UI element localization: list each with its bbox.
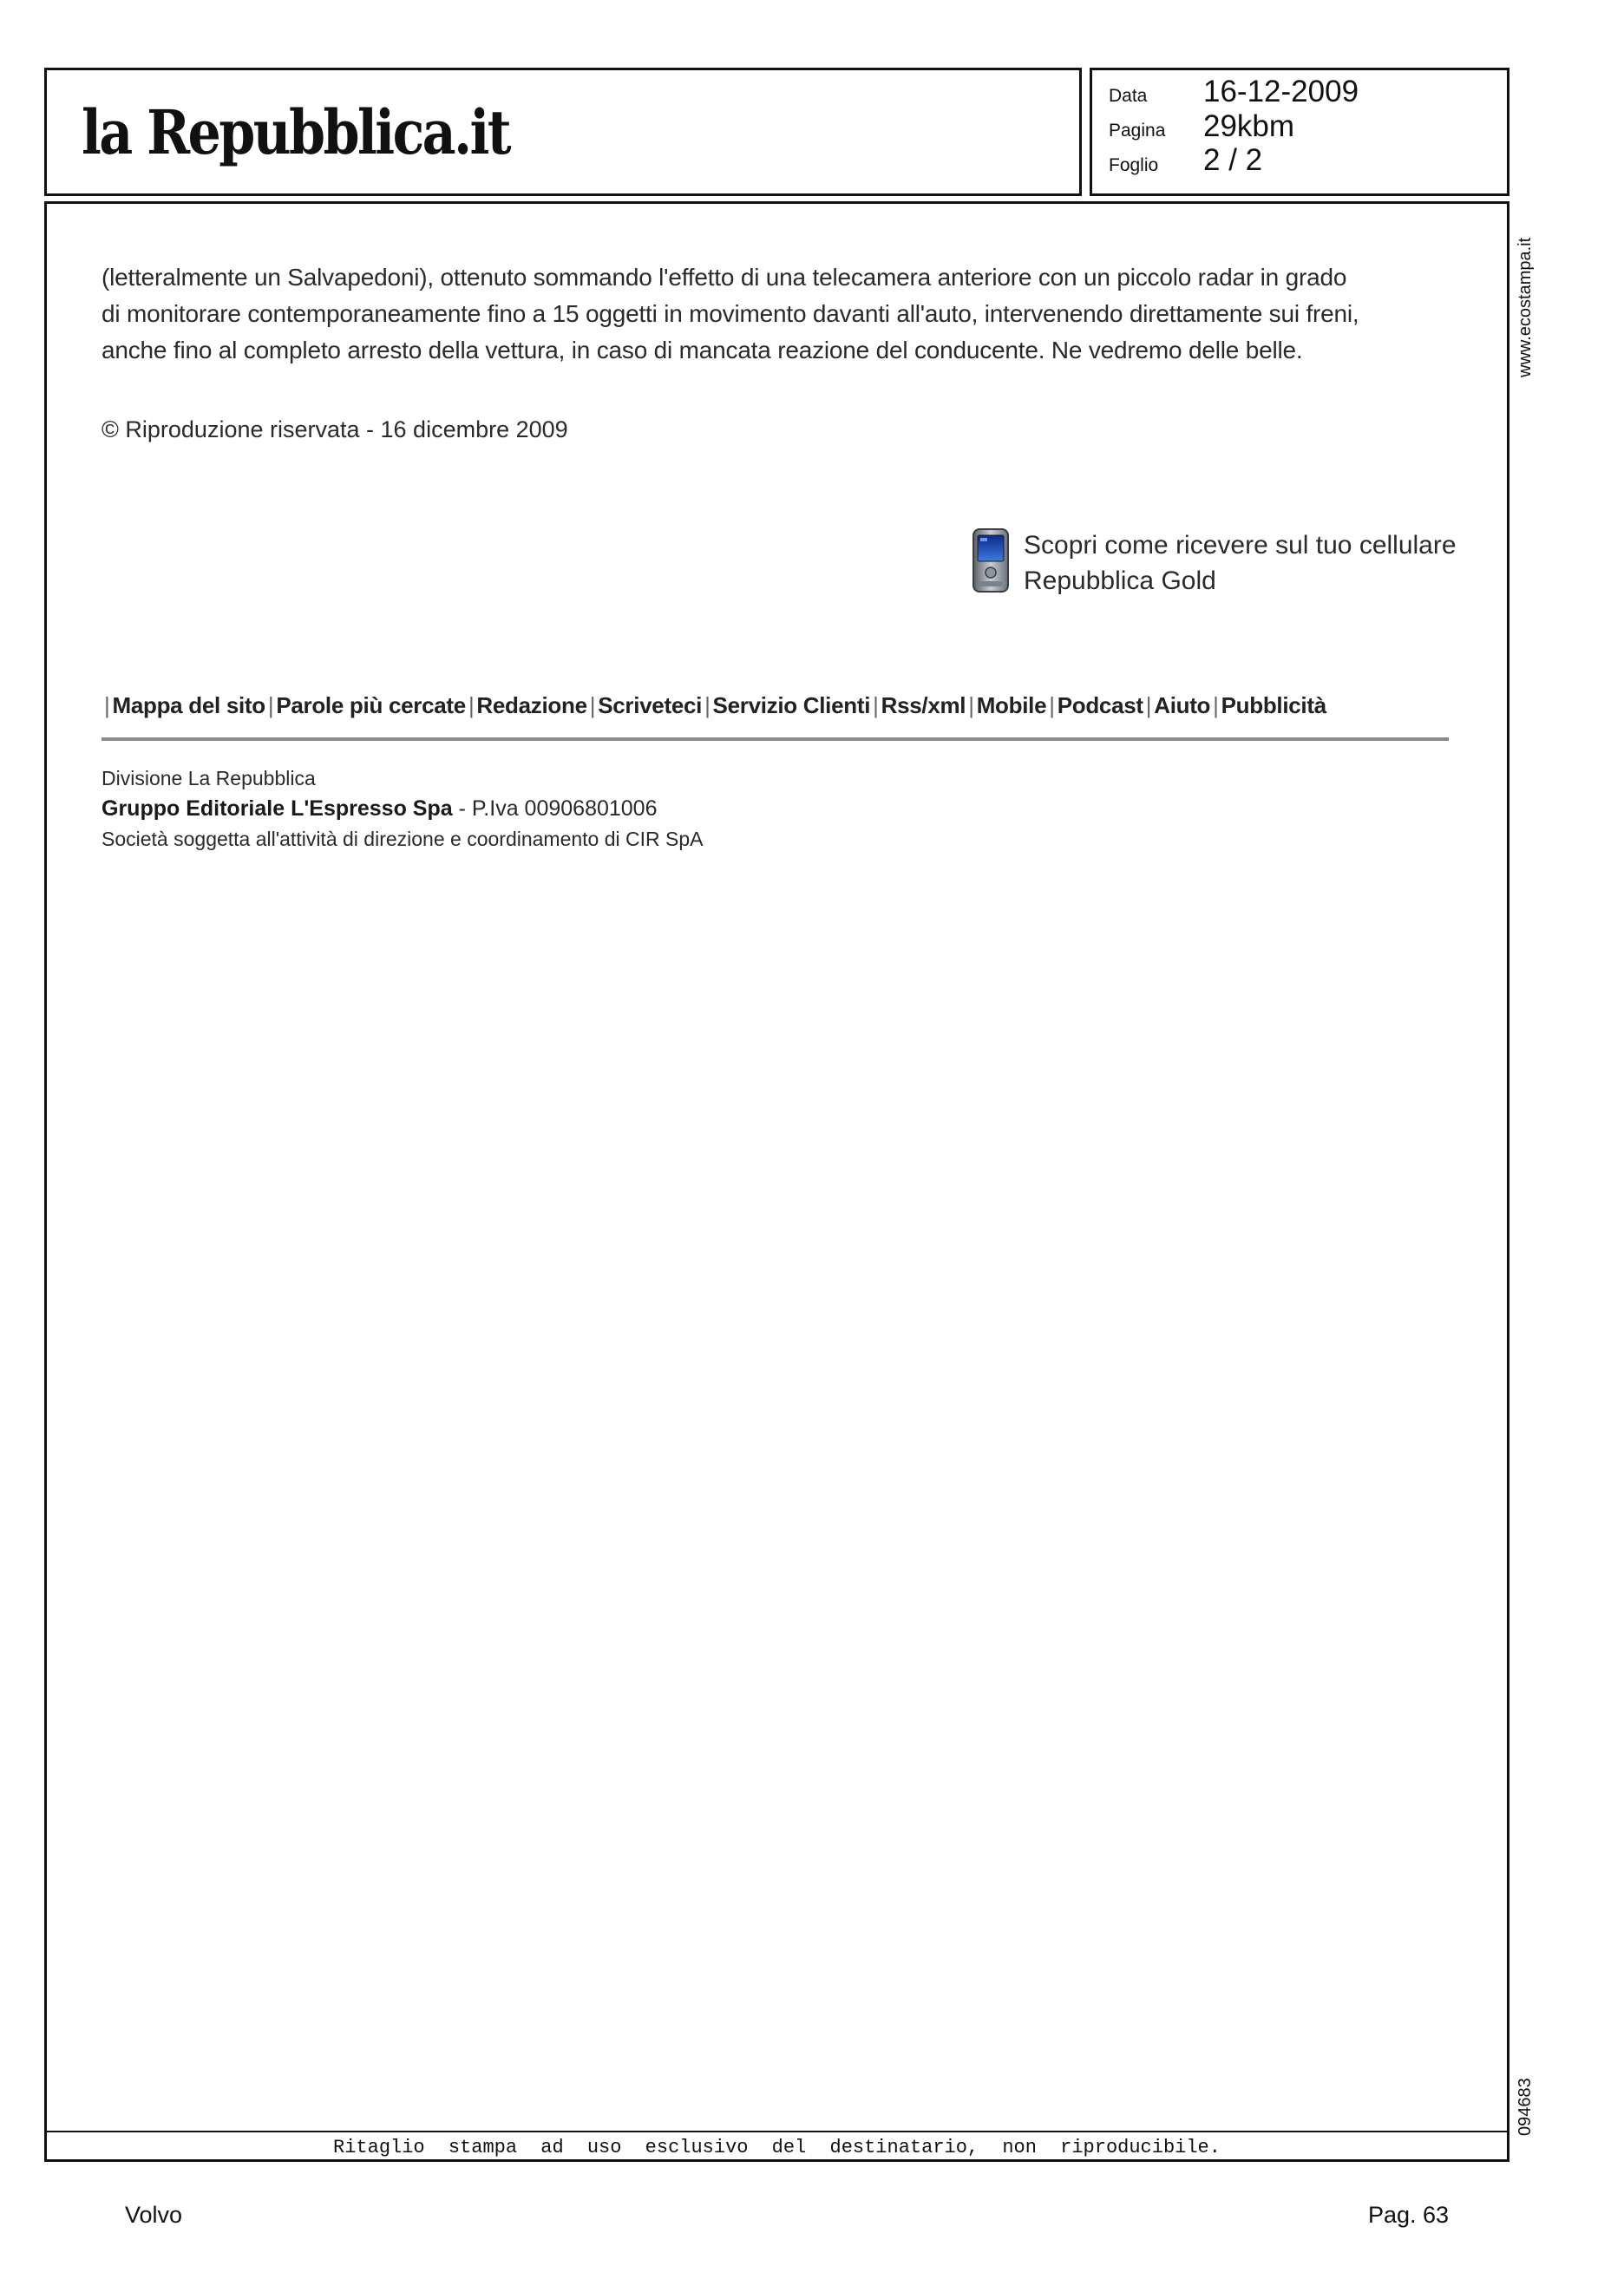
nav-link-pubblicita[interactable]: Pubblicità (1221, 692, 1326, 718)
repubblica-logo: la Repubblica.it (82, 96, 509, 168)
nav-link-scriveteci[interactable]: Scriveteci (598, 692, 703, 718)
nav-separator: | (1145, 692, 1152, 718)
article-line: di monitorare contemporaneamente fino a 15 oggetti in movimento davanti all'auto, intervenendo direttamente sui freni, (102, 300, 1359, 327)
clipping-metadata (1090, 68, 1509, 196)
nav-separator: | (968, 692, 974, 718)
publisher-info (102, 796, 658, 822)
pagina-label: Pagina (1109, 121, 1166, 141)
nav-link-mobile[interactable]: Mobile (976, 692, 1047, 718)
copyright-notice: © Riproduzione riservata - 16 dicembre 2009 (102, 416, 568, 442)
nav-separator: | (267, 692, 274, 718)
source-website: www.ecostampa.it (1516, 237, 1535, 377)
nav-link-servizio-clienti[interactable]: Servizio Clienti (712, 692, 871, 718)
footer-nav (102, 692, 1326, 719)
pagina-value: 29kbm (1203, 109, 1295, 143)
topic-label: Volvo (125, 2202, 183, 2228)
clipping-note: Ritaglio stampa ad uso esclusivo del destinatario, non riproducibile. (333, 2137, 1221, 2158)
foglio-label: Foglio (1109, 155, 1159, 175)
nav-separator: | (468, 692, 475, 718)
nav-divider (102, 737, 1449, 741)
nav-link-mappa[interactable]: Mappa del sito (112, 692, 265, 718)
division-text: Divisione La Repubblica (102, 767, 316, 789)
nav-separator: | (1213, 692, 1219, 718)
document-code: 094683 (1516, 2078, 1535, 2136)
nav-link-rss[interactable]: Rss/xml (881, 692, 966, 718)
nav-separator: | (1049, 692, 1055, 718)
nav-separator: | (704, 692, 710, 718)
nav-separator: | (104, 692, 110, 718)
nav-link-redazione[interactable]: Redazione (476, 692, 587, 718)
promo-link-continued[interactable]: Repubblica Gold (1024, 566, 1216, 595)
article-line: (letteralmente un Salvapedoni), ottenuto sommando l'effetto di una telecamera anteriore con un piccolo radar in grado (102, 264, 1347, 291)
page-number: Pag. 63 (1368, 2202, 1450, 2228)
publisher-vat: - P.Iva 00906801006 (452, 796, 658, 821)
masthead-box (44, 68, 1082, 196)
data-value: 16-12-2009 (1203, 75, 1359, 108)
frame-divider (47, 2131, 1507, 2132)
ownership-text: Società soggetta all'attività di direzione e coordinamento di CIR SpA (102, 828, 704, 850)
data-label: Data (1109, 86, 1148, 106)
promo-link[interactable]: Scopri come ricevere sul tuo cellulare (1024, 531, 1457, 560)
nav-separator: | (589, 692, 596, 718)
nav-link-aiuto[interactable]: Aiuto (1154, 692, 1211, 718)
nav-separator: | (873, 692, 879, 718)
nav-link-podcast[interactable]: Podcast (1057, 692, 1143, 718)
mobile-phone-icon[interactable] (970, 527, 1012, 593)
foglio-value: 2 / 2 (1203, 143, 1263, 177)
nav-link-parole[interactable]: Parole più cercate (276, 692, 466, 718)
article-line: anche fino al completo arresto della vettura, in caso di mancata reazione del conducente. Ne vedremo delle belle. (102, 337, 1303, 363)
content-frame (44, 201, 1509, 2162)
publisher-name: Gruppo Editoriale L'Espresso Spa (102, 796, 453, 821)
